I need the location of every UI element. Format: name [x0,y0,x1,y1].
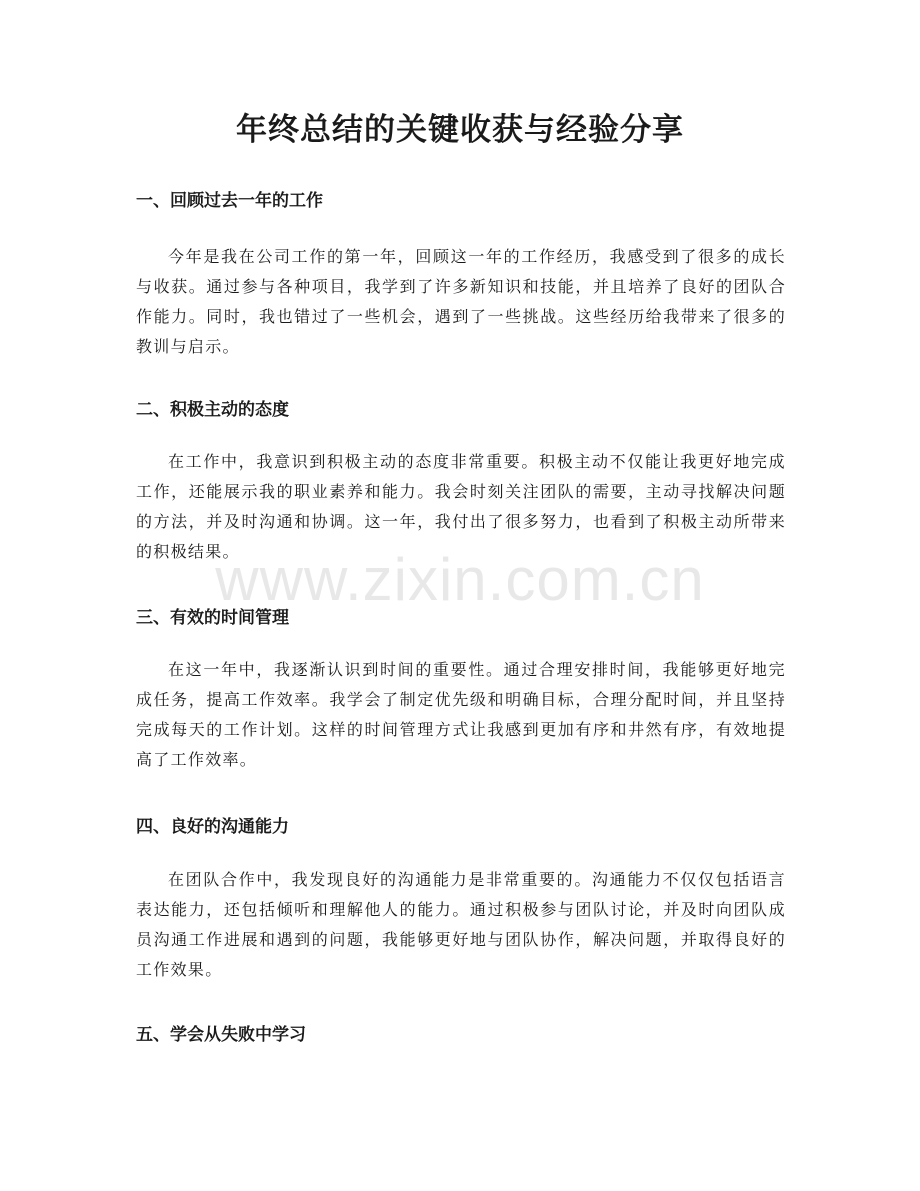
section-paragraph-1: 今年是我在公司工作的第一年，回顾这一年的工作经历，我感受到了很多的成长与收获。通过参与各种项目，我学到了许多新知识和技能，并且培养了良好的团队合作能力。同时，我也错过了一些机会，遇到了一些挑战。这些经历给我带来了很多的教训与启示。 [136,247,786,356]
section-heading-5: 五、学会从失败中学习 [136,1025,306,1045]
section-paragraph-2: 在工作中，我意识到积极主动的态度非常重要。积极主动不仅能让我更好地完成工作，还能展示我的职业素养和能力。我会时刻关注团队的需要，主动寻找解决问题的方法，并及时沟通和协调。这一年，我付出了很多努力，也看到了积极主动所带来的积极结果。 [136,452,786,561]
section-heading-3: 三、有效的时间管理 [136,608,289,628]
document-title: 年终总结的关键收获与经验分享 [236,112,684,148]
section-heading-1: 一、回顾过去一年的工作 [136,191,323,211]
watermark-text: www.zixin.com.cn [215,546,705,613]
section-heading-2: 二、积极主动的态度 [136,400,289,420]
section-heading-4: 四、良好的沟通能力 [136,817,289,837]
section-paragraph-4: 在团队合作中，我发现良好的沟通能力是非常重要的。沟通能力不仅仅包括语言表达能力，还包括倾听和理解他人的能力。通过积极参与团队讨论，并及时向团队成员沟通工作进展和遇到的问题，我能够更好地与团队协作，解决问题，并取得良好的工作效果。 [136,870,786,979]
section-paragraph-3: 在这一年中，我逐渐认识到时间的重要性。通过合理安排时间，我能够更好地完成任务，提高工作效率。我学会了制定优先级和明确目标，合理分配时间，并且坚持完成每天的工作计划。这样的时间管理方式让我感到更加有序和井然有序，有效地提高了工作效率。 [136,660,786,769]
